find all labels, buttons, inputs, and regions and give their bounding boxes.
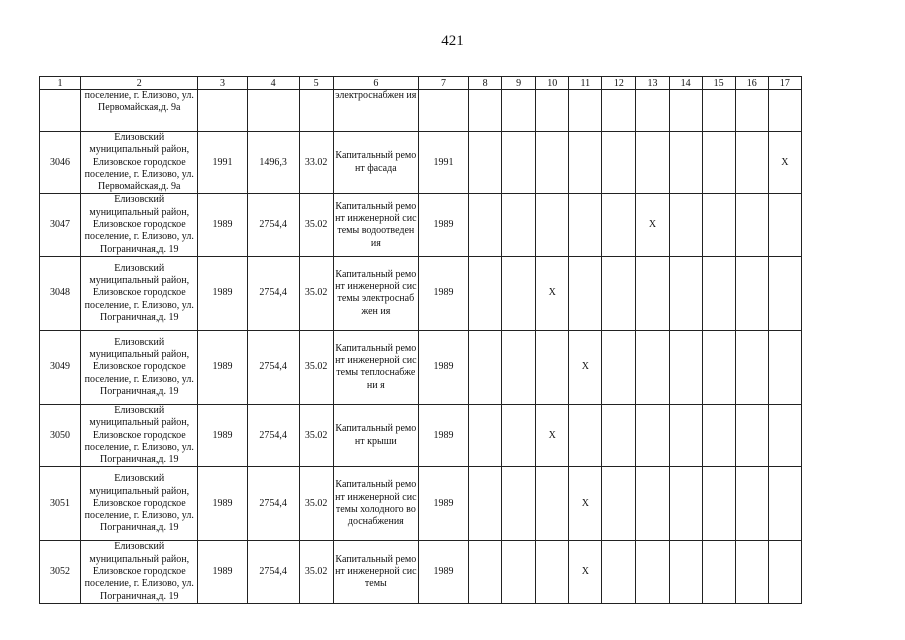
table-cell (669, 256, 702, 330)
table-cell (636, 256, 669, 330)
table-cell: 1989 (198, 330, 247, 404)
table-cell (669, 194, 702, 256)
table-cell (735, 467, 768, 541)
table-cell (469, 256, 502, 330)
column-header: 17 (768, 77, 801, 90)
table-cell (469, 90, 502, 132)
table-cell (735, 404, 768, 466)
table-cell: 1989 (418, 194, 468, 256)
table-cell (502, 467, 536, 541)
table-cell: X (536, 404, 569, 466)
table-cell: 1989 (198, 404, 247, 466)
table-cell: 35.02 (299, 194, 333, 256)
table-cell (735, 541, 768, 603)
table-cell (768, 541, 801, 603)
table-cell (418, 90, 468, 132)
table-row (40, 467, 802, 541)
table-cell (669, 132, 702, 194)
table-cell (569, 404, 602, 466)
table-cell: Елизовский муниципальный район, Елизовское городское поселение, г. Елизово, ул. Пограничная,д. 19 (81, 256, 198, 330)
table-cell (636, 404, 669, 466)
table-cell: X (536, 256, 569, 330)
table-cell (735, 194, 768, 256)
table-cell: 2754,4 (247, 330, 299, 404)
table-cell (40, 90, 81, 132)
column-header: 4 (247, 77, 299, 90)
table-cell (702, 541, 735, 603)
column-header: 3 (198, 77, 247, 90)
table-row (40, 330, 802, 404)
column-header: 11 (569, 77, 602, 90)
table-cell: 3046 (40, 132, 81, 194)
column-header: 14 (669, 77, 702, 90)
table-cell (669, 467, 702, 541)
table-cell: 1989 (198, 467, 247, 541)
table-cell: 35.02 (299, 467, 333, 541)
table-cell (768, 194, 801, 256)
table-cell: 2754,4 (247, 541, 299, 603)
table-cell: Елизовский муниципальный район, Елизовское городское поселение, г. Елизово, ул. Пограничная,д. 19 (81, 194, 198, 256)
table-cell (198, 90, 247, 132)
table-cell: Капитальный ремонт инженерной системы холодного водоснабжения (333, 467, 418, 541)
table-cell (502, 330, 536, 404)
column-header: 13 (636, 77, 669, 90)
column-header: 9 (502, 77, 536, 90)
table-cell (502, 256, 536, 330)
table-cell (602, 256, 636, 330)
table-cell (502, 90, 536, 132)
table-cell (469, 132, 502, 194)
table-cell: 1989 (418, 404, 468, 466)
column-header: 8 (469, 77, 502, 90)
table-cell (735, 330, 768, 404)
table-cell (469, 467, 502, 541)
table-cell (768, 256, 801, 330)
table-cell (536, 330, 569, 404)
table-cell (602, 194, 636, 256)
table-cell (702, 194, 735, 256)
table-cell: Капитальный ремонт фасада (333, 132, 418, 194)
column-header: 2 (81, 77, 198, 90)
table-cell (602, 541, 636, 603)
table-cell (735, 90, 768, 132)
table-cell: 35.02 (299, 256, 333, 330)
table-cell (768, 467, 801, 541)
page-number: 421 (441, 33, 464, 49)
table-cell (569, 132, 602, 194)
table-cell (502, 404, 536, 466)
table-cell: 3047 (40, 194, 81, 256)
table-cell (502, 194, 536, 256)
table-cell: Елизовский муниципальный район, Елизовское городское поселение, г. Елизово, ул. Пограничная,д. 19 (81, 404, 198, 466)
table-cell: Капитальный ремонт инженерной системы электроснабжен ия (333, 256, 418, 330)
table-cell (469, 330, 502, 404)
table-cell: 1989 (198, 541, 247, 603)
table-cell (569, 256, 602, 330)
column-header: 16 (735, 77, 768, 90)
table-cell: 2754,4 (247, 194, 299, 256)
table-cell (536, 132, 569, 194)
table-cell: Капитальный ремонт инженерной системы (333, 541, 418, 603)
table-cell (768, 330, 801, 404)
table-cell: 33.02 (299, 132, 333, 194)
table-cell (702, 467, 735, 541)
table-row (40, 194, 802, 256)
table-cell (636, 90, 669, 132)
table-cell (469, 194, 502, 256)
repair-schedule-table (39, 76, 802, 604)
table-row (40, 404, 802, 466)
column-header: 7 (418, 77, 468, 90)
table-cell (636, 541, 669, 603)
table-cell (702, 256, 735, 330)
table-cell (536, 541, 569, 603)
table-cell (702, 330, 735, 404)
header-row (40, 77, 802, 90)
table-cell (536, 467, 569, 541)
table-cell (702, 404, 735, 466)
table-cell: Капитальный ремонт крыши (333, 404, 418, 466)
table-cell (602, 404, 636, 466)
table-cell (735, 132, 768, 194)
table-cell (536, 194, 569, 256)
table-cell: X (569, 467, 602, 541)
table-row (40, 541, 802, 603)
table-cell: поселение, г. Елизово, ул. Первомайская,д. 9а (81, 90, 198, 132)
table-cell (502, 132, 536, 194)
table-cell (636, 330, 669, 404)
table-cell (768, 90, 801, 132)
column-header: 1 (40, 77, 81, 90)
table-cell: X (569, 541, 602, 603)
table-cell: 1989 (198, 256, 247, 330)
table-cell: 1989 (418, 541, 468, 603)
column-header: 10 (536, 77, 569, 90)
table-cell (636, 467, 669, 541)
table-cell (669, 90, 702, 132)
table-cell: X (768, 132, 801, 194)
table-cell (702, 90, 735, 132)
table-cell (247, 90, 299, 132)
table-cell: 2754,4 (247, 404, 299, 466)
table-cell (536, 90, 569, 132)
table-cell (669, 404, 702, 466)
table-cell (602, 330, 636, 404)
table-cell: 3049 (40, 330, 81, 404)
column-header: 6 (333, 77, 418, 90)
table-row (40, 256, 802, 330)
table-cell: 1991 (418, 132, 468, 194)
column-header: 5 (299, 77, 333, 90)
table-cell (569, 90, 602, 132)
table-cell: 35.02 (299, 404, 333, 466)
table-cell (735, 256, 768, 330)
table-cell (636, 132, 669, 194)
table-cell (299, 90, 333, 132)
table-cell: Капитальный ремонт инженерной системы водоотведения (333, 194, 418, 256)
table-cell (768, 404, 801, 466)
table-cell: X (636, 194, 669, 256)
table-cell: 3050 (40, 404, 81, 466)
table-body (40, 90, 802, 604)
table-row (40, 90, 802, 132)
table-cell (569, 194, 602, 256)
column-header: 12 (602, 77, 636, 90)
table-cell (602, 132, 636, 194)
table-cell (602, 90, 636, 132)
table-cell: 2754,4 (247, 467, 299, 541)
table-cell (669, 330, 702, 404)
table-cell: 3051 (40, 467, 81, 541)
table-cell: 1989 (418, 467, 468, 541)
table-cell: 1989 (198, 194, 247, 256)
table-row (40, 132, 802, 194)
table-cell: 1991 (198, 132, 247, 194)
table-cell: Елизовский муниципальный район, Елизовское городское поселение, г. Елизово, ул. Первомайская,д. 9а (81, 132, 198, 194)
table-cell: Елизовский муниципальный район, Елизовское городское поселение, г. Елизово, ул. Пограничная,д. 19 (81, 330, 198, 404)
table-cell: 35.02 (299, 330, 333, 404)
table-cell: X (569, 330, 602, 404)
table-cell: Елизовский муниципальный район, Елизовское городское поселение, г. Елизово, ул. Пограничная,д. 19 (81, 541, 198, 603)
table-cell (469, 541, 502, 603)
table-cell (469, 404, 502, 466)
table-cell (502, 541, 536, 603)
table-cell: Елизовский муниципальный район, Елизовское городское поселение, г. Елизово, ул. Пограничная,д. 19 (81, 467, 198, 541)
table-cell: 3048 (40, 256, 81, 330)
table-cell (669, 541, 702, 603)
table-cell: 35.02 (299, 541, 333, 603)
table-cell: электроснабжен ия (333, 90, 418, 132)
table-cell: 3052 (40, 541, 81, 603)
table-cell (702, 132, 735, 194)
table-cell: 2754,4 (247, 256, 299, 330)
column-header: 15 (702, 77, 735, 90)
table-cell: 1989 (418, 256, 468, 330)
table-cell: 1496,3 (247, 132, 299, 194)
table-cell: Капитальный ремонт инженерной системы теплоснабжени я (333, 330, 418, 404)
table-cell (602, 467, 636, 541)
table-cell: 1989 (418, 330, 468, 404)
